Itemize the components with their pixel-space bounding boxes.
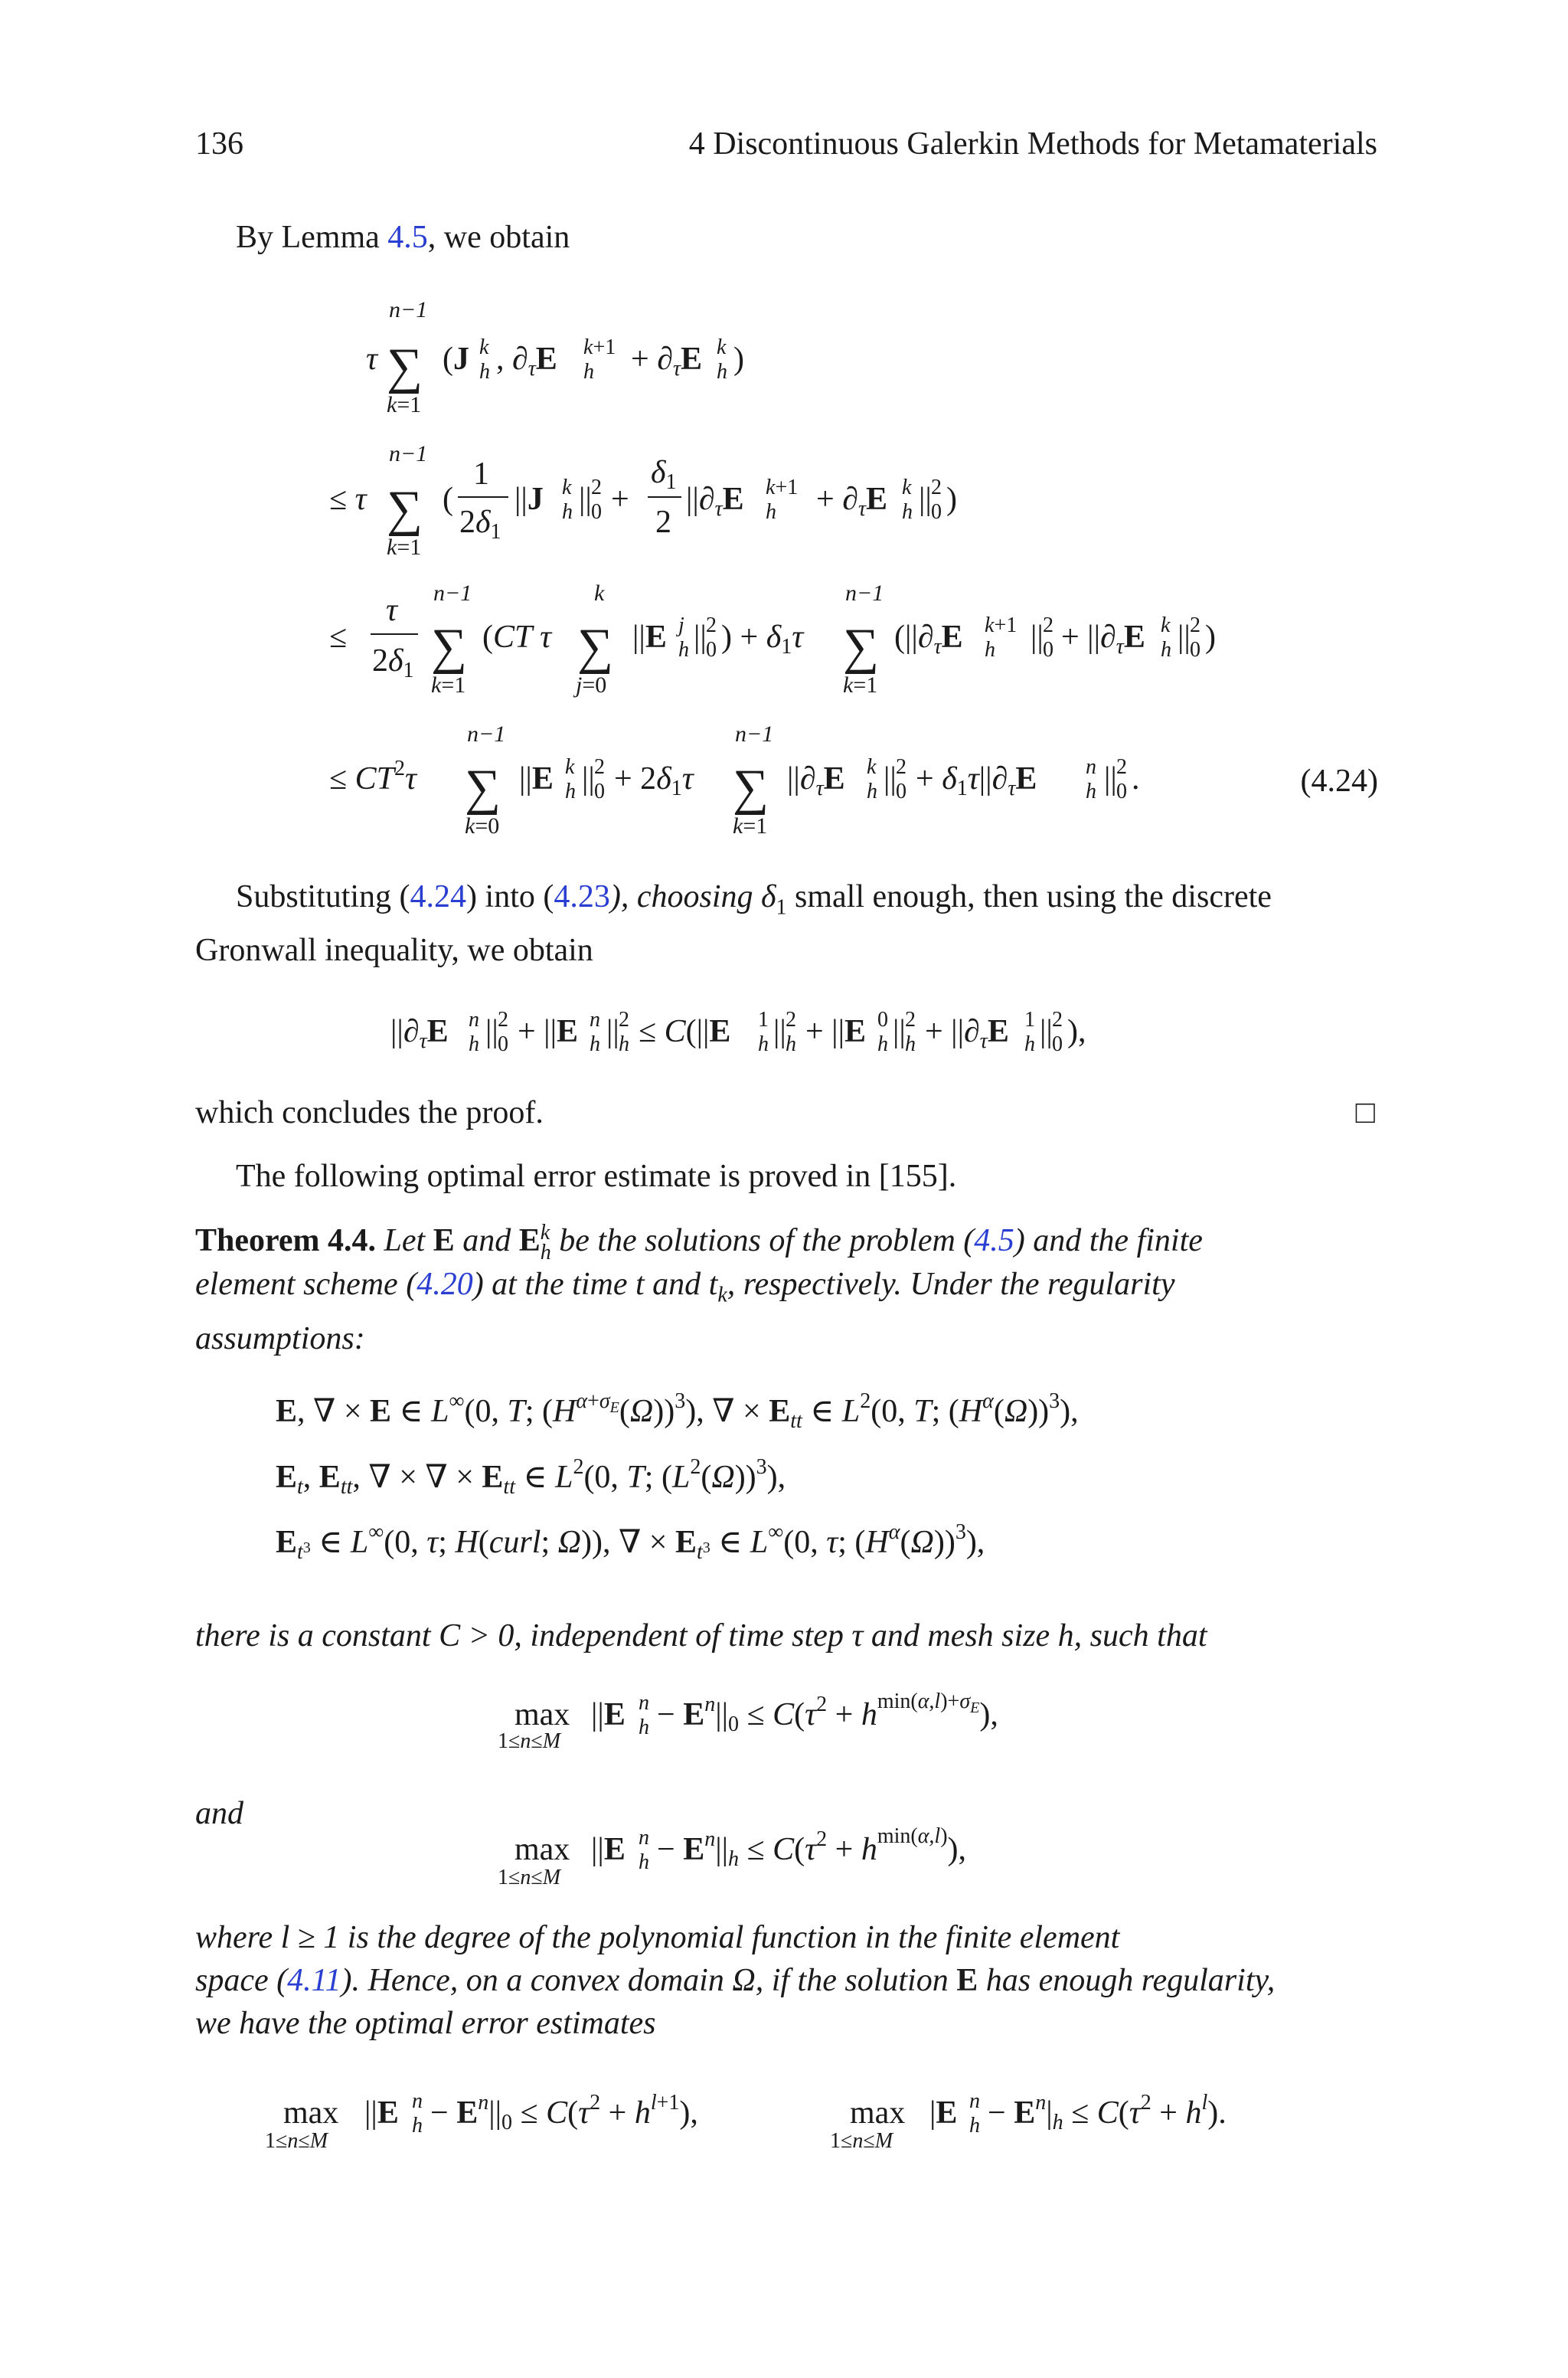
- svg-text:h: h: [678, 638, 689, 662]
- svg-text:+ 2δ1τ: + 2δ1τ: [614, 761, 694, 800]
- svg-text:Et, Ett, ∇ × ∇ × Ett ∈ L2(0, T: Et, Ett, ∇ × ∇ × Ett ∈ $L^2(0$, T; $(L^2(\Omega))^3$),: [276, 1455, 786, 1499]
- thm-E: E: [433, 1223, 455, 1258]
- intro-lead: By Lemma: [236, 220, 388, 255]
- conclusion-text: which concludes the proof.: [195, 1095, 544, 1130]
- thm-l3: assumptions:: [195, 1320, 365, 1356]
- svg-text:2: 2: [1190, 613, 1200, 637]
- ref-4-24-link[interactable]: 4.24: [410, 879, 467, 914]
- optimal-error-estimates: [0, 2068, 1568, 2167]
- svg-text:||: ||: [919, 482, 932, 517]
- thm-l2b: ) at the time t and t: [472, 1267, 718, 1303]
- svg-text:0: 0: [1052, 1032, 1063, 1056]
- svg-text:n: n: [412, 2089, 423, 2113]
- svg-text:h: h: [583, 360, 594, 384]
- svg-text:n−1: n−1: [433, 581, 472, 606]
- svg-text:||: ||: [1031, 620, 1044, 655]
- svg-text:− En|h ≤ C(τ2 + hl).: − $E^n|h \le C(\tau^2 + h^l)$.: [988, 2091, 1227, 2134]
- svg-text:k: k: [867, 755, 877, 779]
- svg-text:∑: ∑: [387, 481, 423, 537]
- svg-text:||: ||: [773, 1014, 786, 1049]
- error-estimate-h: [0, 1807, 1568, 1907]
- thm-l2a: element scheme (: [195, 1267, 417, 1303]
- svg-text:): ): [1205, 620, 1216, 655]
- thm-Eh: E: [518, 1223, 541, 1258]
- error-estimate-l2: [0, 1670, 1568, 1769]
- svg-text:h: h: [639, 1716, 649, 1739]
- svg-text:k: k: [902, 476, 912, 499]
- svg-text:k: k: [562, 476, 572, 499]
- svg-text:Et3 ∈ L∞(0, τ; H(curl; Ω)), ∇: Et3 ∈ L∞(0, τ; H(curl; Ω)), ∇ × Et3 ∈ L∞(0, τ; $(H^\alpha(\Omega))^3$),: [276, 1520, 985, 1564]
- svg-text:n: n: [590, 1008, 600, 1032]
- ref-4-11-link[interactable]: 4.11: [287, 1963, 341, 1998]
- svg-text:0: 0: [877, 1008, 888, 1032]
- substituting-paragraph: [195, 875, 1378, 972]
- svg-text:h: h: [905, 1032, 916, 1056]
- svg-text:||J: ||J: [514, 482, 544, 517]
- svg-text:j: j: [678, 613, 684, 637]
- svg-text:0: 0: [1190, 638, 1200, 662]
- svg-text:k+1: k+1: [985, 613, 1018, 637]
- sub-p1: Substituting (: [236, 879, 410, 914]
- svg-text:k: k: [479, 335, 489, 359]
- regularity-assumptions: [0, 1371, 1568, 1578]
- svg-text:0: 0: [594, 780, 605, 803]
- svg-text:n−1: n−1: [389, 441, 428, 466]
- svg-text:n: n: [1086, 755, 1096, 779]
- sub-p4: small enough, then using the discrete: [786, 879, 1272, 914]
- svg-text:||: ||: [1040, 1014, 1053, 1049]
- svg-text:max: max: [514, 1832, 570, 1867]
- svg-text:k=1: k=1: [733, 813, 768, 839]
- svg-text:+ δ1τ||∂τE: + δ1τ||∂τE: [916, 761, 1037, 800]
- svg-text:k=1: k=1: [431, 672, 466, 698]
- svg-text:2: 2: [905, 1008, 916, 1032]
- svg-text:2: 2: [931, 476, 942, 499]
- eq-line-3: [329, 581, 1216, 698]
- svg-text:2: 2: [786, 1008, 796, 1032]
- svg-text:max: max: [283, 2095, 339, 2131]
- svg-text:+ ||E: + ||E: [805, 1014, 867, 1049]
- where-paragraph: [195, 1916, 1378, 2045]
- svg-text:|E: |E: [929, 2095, 958, 2131]
- svg-text:E, ∇ × E ∈ L∞(0, T; (Hα+σE(Ω)): E, ∇ × E ∈ L∞(0, T; $(H^\alpha+\sigma E(\Omega))^3$), ∇ × Ett ∈ $L^2(0$, T; $(H^\alpha(\Omega))^3$),: [276, 1389, 1079, 1433]
- svg-text:||: ||: [694, 620, 707, 655]
- svg-text:τ: τ: [366, 342, 378, 377]
- thm-t1: Let: [384, 1223, 433, 1258]
- svg-text:),: ),: [1067, 1014, 1086, 1049]
- svg-text:max: max: [850, 2095, 906, 2131]
- svg-text:||: ||: [606, 1014, 619, 1049]
- svg-text:n−1: n−1: [389, 297, 428, 322]
- svg-text:k=1: k=1: [387, 535, 422, 560]
- svg-text:||E: ||E: [591, 1832, 626, 1867]
- svg-text:h: h: [590, 1032, 600, 1056]
- constant-sentence: there is a constant C > 0, independent of time step τ and mesh size h, such that: [195, 1618, 1207, 1653]
- svg-text:0: 0: [1043, 638, 1054, 662]
- svg-text:k: k: [1161, 613, 1171, 637]
- theorem-label: Theorem 4.4.: [195, 1223, 377, 1258]
- thm-t4: ) and the finite: [1014, 1223, 1203, 1258]
- svg-text:2δ1: 2δ1: [459, 505, 501, 544]
- svg-text:): ): [733, 342, 744, 377]
- svg-text:k: k: [565, 755, 575, 779]
- svg-text:.: .: [1132, 761, 1140, 796]
- lemma-link[interactable]: 4.5: [387, 220, 428, 255]
- where-line2a: space (: [195, 1963, 288, 1998]
- following-sentence: The following optimal error estimate is proved in [155].: [236, 1159, 957, 1194]
- svg-text:h: h: [562, 500, 573, 524]
- svg-text:+ ||E: + ||E: [518, 1014, 579, 1049]
- svg-text:1: 1: [1024, 1008, 1035, 1032]
- svg-text:||: ||: [485, 1014, 498, 1049]
- svg-text:0: 0: [896, 780, 906, 803]
- svg-text:||: ||: [884, 761, 897, 796]
- thm-l2c: k: [717, 1283, 727, 1307]
- svg-text:∑: ∑: [465, 760, 501, 816]
- svg-text:∑: ∑: [733, 760, 769, 816]
- svg-text:2: 2: [594, 755, 605, 779]
- svg-text:2: 2: [655, 505, 671, 540]
- svg-text:2: 2: [706, 613, 717, 637]
- svg-text:1≤n≤M: 1≤n≤M: [498, 1729, 561, 1753]
- svg-text:τ: τ: [386, 593, 398, 628]
- svg-text:k: k: [717, 335, 727, 359]
- ref-4-23-link[interactable]: 4.23: [554, 879, 610, 914]
- svg-text:(||∂τE: (||∂τE: [894, 620, 963, 659]
- svg-text:k+1: k+1: [583, 335, 616, 359]
- gronwall-equation: [0, 988, 1568, 1072]
- svg-text:∑: ∑: [577, 619, 614, 675]
- svg-text:): ): [946, 482, 957, 517]
- equation-number-4-24: (4.24): [1300, 764, 1378, 799]
- svg-text:n−1: n−1: [845, 581, 884, 606]
- svg-text:(J: (J: [443, 342, 469, 377]
- eq-line-4: [329, 721, 1140, 839]
- page-number: 136: [195, 126, 243, 162]
- svg-text:+ ||∂τE: + ||∂τE: [1061, 620, 1145, 659]
- thm-l2d: , respectively. Under the regularity: [727, 1267, 1175, 1303]
- svg-text:0: 0: [706, 638, 717, 662]
- svg-text:n: n: [639, 1691, 649, 1715]
- qed-symbol: □: [1355, 1095, 1375, 1130]
- eq-line-1: [366, 297, 744, 417]
- svg-text:0: 0: [591, 500, 602, 524]
- svg-text:n−1: n−1: [467, 721, 506, 747]
- svg-text:||E: ||E: [591, 1697, 626, 1732]
- svg-text:≤ τ: ≤ τ: [329, 482, 367, 517]
- svg-text:h: h: [758, 1032, 769, 1056]
- svg-text:≤ CT2τ: ≤ $CT^2\tau$: [329, 757, 416, 796]
- svg-text:j=0: j=0: [576, 672, 607, 698]
- svg-text:− En||0 ≤ C(τ2 + hmin(α,l)+σE): − $E^n||0 \le C(\tau^2 + h^{min(}\alpha,l)+\sigma E$),: [657, 1689, 998, 1736]
- svg-text:h: h: [969, 2114, 980, 2138]
- svg-text:||: ||: [582, 761, 595, 796]
- ref-4-20-link[interactable]: 4.20: [416, 1267, 473, 1303]
- svg-text:h: h: [766, 500, 776, 524]
- svg-text:k=1: k=1: [843, 672, 878, 698]
- svg-text:n: n: [469, 1008, 479, 1032]
- svg-text:k=1: k=1: [387, 392, 422, 417]
- svg-text:δ1: δ1: [651, 455, 677, 494]
- svg-text:2: 2: [896, 755, 906, 779]
- svg-text:h: h: [619, 1032, 629, 1056]
- thm-t2: and: [454, 1223, 519, 1258]
- ref-4-5-link[interactable]: 4.5: [974, 1223, 1014, 1258]
- svg-text:∑: ∑: [843, 619, 880, 675]
- svg-text:2: 2: [1116, 755, 1127, 779]
- svg-text:||∂τE: ||∂τE: [390, 1014, 449, 1053]
- svg-text:h: h: [877, 1032, 888, 1056]
- svg-text:||: ||: [579, 482, 592, 517]
- svg-text:k=0: k=0: [465, 813, 500, 839]
- theorem-4-4: [195, 1219, 1378, 1360]
- svg-text:1: 1: [758, 1008, 769, 1032]
- svg-text:1: 1: [473, 456, 489, 492]
- thm-t3: be the solutions of the problem (: [550, 1223, 975, 1258]
- svg-text:h: h: [902, 500, 913, 524]
- where-E: E: [956, 1963, 978, 1998]
- svg-text:h: h: [985, 638, 995, 662]
- svg-text:k+1: k+1: [766, 476, 799, 499]
- and-word: and: [195, 1796, 243, 1831]
- where-line1: where l ≥ 1 is the degree of the polynomial function in the finite element: [195, 1920, 1120, 1955]
- svg-text:||∂τE: ||∂τE: [686, 482, 744, 521]
- svg-text:h: h: [479, 360, 490, 384]
- where-line2b: ). Hence, on a convex domain Ω, if the solution: [341, 1963, 957, 1998]
- where-line2c: has enough regularity,: [978, 1963, 1276, 1998]
- svg-text:n−1: n−1: [735, 721, 774, 747]
- svg-text:2: 2: [1043, 613, 1054, 637]
- intro-tail: , we obtain: [427, 220, 570, 255]
- intro-sentence: [236, 216, 570, 259]
- svg-text:1≤n≤M: 1≤n≤M: [830, 2129, 893, 2153]
- svg-text:||: ||: [1178, 620, 1191, 655]
- svg-text:1≤n≤M: 1≤n≤M: [498, 1866, 561, 1889]
- svg-text:+ ||∂τE: + ||∂τE: [925, 1014, 1009, 1053]
- svg-text:h: h: [1161, 638, 1171, 662]
- svg-text:max: max: [514, 1697, 570, 1732]
- sub-delta-index: 1: [776, 895, 787, 920]
- svg-text:2δ1: 2δ1: [372, 643, 414, 682]
- svg-text:||: ||: [893, 1014, 906, 1049]
- svg-text:− En||h ≤ C(τ2 + hmin(α,l)),: − $E^n||h \le C(\tau^2 + h^{min(}\alpha,l)$),: [657, 1824, 967, 1871]
- svg-text:||E: ||E: [632, 620, 667, 655]
- svg-text:) + δ1τ: ) + δ1τ: [721, 620, 804, 659]
- sub-p2: ) into (: [466, 879, 554, 914]
- svg-text:||E: ||E: [364, 2095, 399, 2131]
- svg-text:h: h: [565, 780, 576, 803]
- sub-line2: Gronwall inequality, we obtain: [195, 933, 593, 969]
- svg-text:||∂τE: ||∂τE: [787, 761, 845, 800]
- svg-text:2: 2: [591, 476, 602, 499]
- svg-text:2: 2: [1052, 1008, 1063, 1032]
- svg-text:+: +: [611, 482, 629, 517]
- svg-text:(CT τ: (CT τ: [482, 620, 552, 655]
- svg-text:n: n: [969, 2089, 980, 2113]
- svg-text:||E: ||E: [519, 761, 554, 796]
- svg-text:2: 2: [498, 1008, 508, 1032]
- svg-text:∑: ∑: [431, 619, 468, 675]
- svg-text:+ ∂τE: + ∂τE: [631, 342, 702, 381]
- svg-text:0: 0: [931, 500, 942, 524]
- svg-text:≤ C(||E: ≤ C(||E: [639, 1014, 731, 1049]
- svg-text:∑: ∑: [387, 339, 423, 394]
- svg-text:− En||0 ≤ C(τ2 + hl+1),: − $E^n||0 \le C(\tau^2 + h^l+1)$,: [430, 2091, 698, 2134]
- svg-text:≤: ≤: [329, 620, 348, 655]
- svg-text:h: h: [639, 1850, 649, 1874]
- svg-text:, ∂τE: , ∂τE: [496, 342, 557, 381]
- svg-text:2: 2: [619, 1008, 629, 1032]
- svg-text:h: h: [1086, 780, 1096, 803]
- svg-text:h: h: [786, 1032, 796, 1056]
- svg-text:(: (: [443, 482, 453, 517]
- svg-text:h: h: [412, 2114, 423, 2138]
- running-title: 4 Discontinuous Galerkin Methods for Metamaterials: [688, 126, 1377, 162]
- eq-line-2: [329, 441, 957, 560]
- sub-p3: ), choosing δ: [609, 879, 776, 914]
- svg-text:h: h: [469, 1032, 479, 1056]
- svg-text:0: 0: [498, 1032, 508, 1056]
- svg-text:h: h: [717, 360, 727, 384]
- svg-text:||: ||: [1104, 761, 1117, 796]
- svg-text:n: n: [639, 1826, 649, 1850]
- svg-text:0: 0: [1116, 780, 1127, 803]
- where-line3: we have the optimal error estimates: [195, 2006, 656, 2041]
- svg-text:1≤n≤M: 1≤n≤M: [265, 2129, 328, 2153]
- thm-Eh-indices: k h: [540, 1221, 551, 1265]
- svg-text:k: k: [594, 581, 605, 606]
- svg-text:h: h: [867, 780, 877, 803]
- svg-text:h: h: [1024, 1032, 1035, 1056]
- svg-text:+ ∂τE: + ∂τE: [816, 482, 887, 521]
